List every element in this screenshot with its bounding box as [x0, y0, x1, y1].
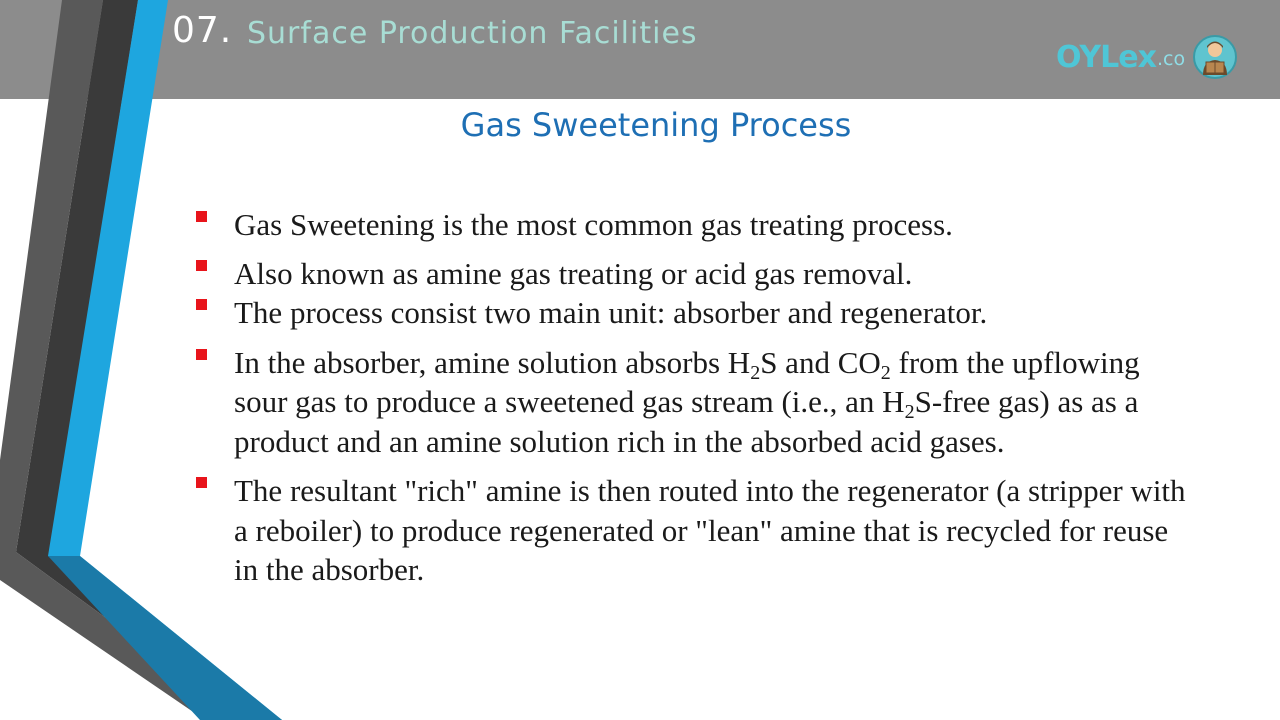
subscript: 2	[904, 401, 915, 423]
bullet-text: from the upflowing sour gas to produce a sweetened gas stream (i.e., an H	[234, 344, 1140, 419]
bullet-marker-icon	[196, 260, 207, 271]
bullet-marker-icon	[196, 477, 207, 488]
bullet-item	[196, 293, 1196, 333]
logo-domain: .co	[1156, 48, 1186, 70]
bullet-list	[196, 205, 1196, 590]
brand-logo[interactable]	[1056, 36, 1237, 78]
bullet-text: The process consist two main unit: absorber and regenerator.	[234, 295, 988, 330]
bullet-text: S and CO	[760, 344, 881, 380]
bullet-marker-icon	[196, 211, 207, 222]
slide-title: Gas Sweetening Process	[460, 106, 852, 144]
bullet-item	[196, 254, 1196, 294]
bullet-text: Also known as amine gas treating or acid gas removal.	[234, 255, 913, 291]
bullet-item	[196, 343, 1196, 462]
subscript: 2	[880, 361, 891, 384]
section-number: 07.	[172, 10, 233, 51]
bullet-marker-icon	[196, 349, 207, 360]
bullet-item	[196, 205, 1196, 245]
section-title: Surface Production Facilities	[247, 16, 698, 51]
bullet-text: Gas Sweetening is the most common gas treating process.	[234, 207, 953, 242]
bullet-marker-icon	[196, 299, 207, 310]
bullet-text: The resultant "rich" amine is then routed into the regenerator (a stripper with a reboiler) to produce regenerated or "lean" amine that is recycled for reuse in the absorber.	[234, 473, 1186, 587]
bullet-text: S-free gas) as as a product and an amine solution rich in the absorbed acid gases.	[234, 384, 1139, 459]
bullet-item	[196, 471, 1196, 590]
bullet-text: In the absorber, amine solution absorbs H	[234, 344, 751, 380]
reading-person-icon	[1193, 35, 1237, 79]
subscript: 2	[750, 361, 761, 384]
logo-text: OYLex	[1056, 39, 1156, 75]
